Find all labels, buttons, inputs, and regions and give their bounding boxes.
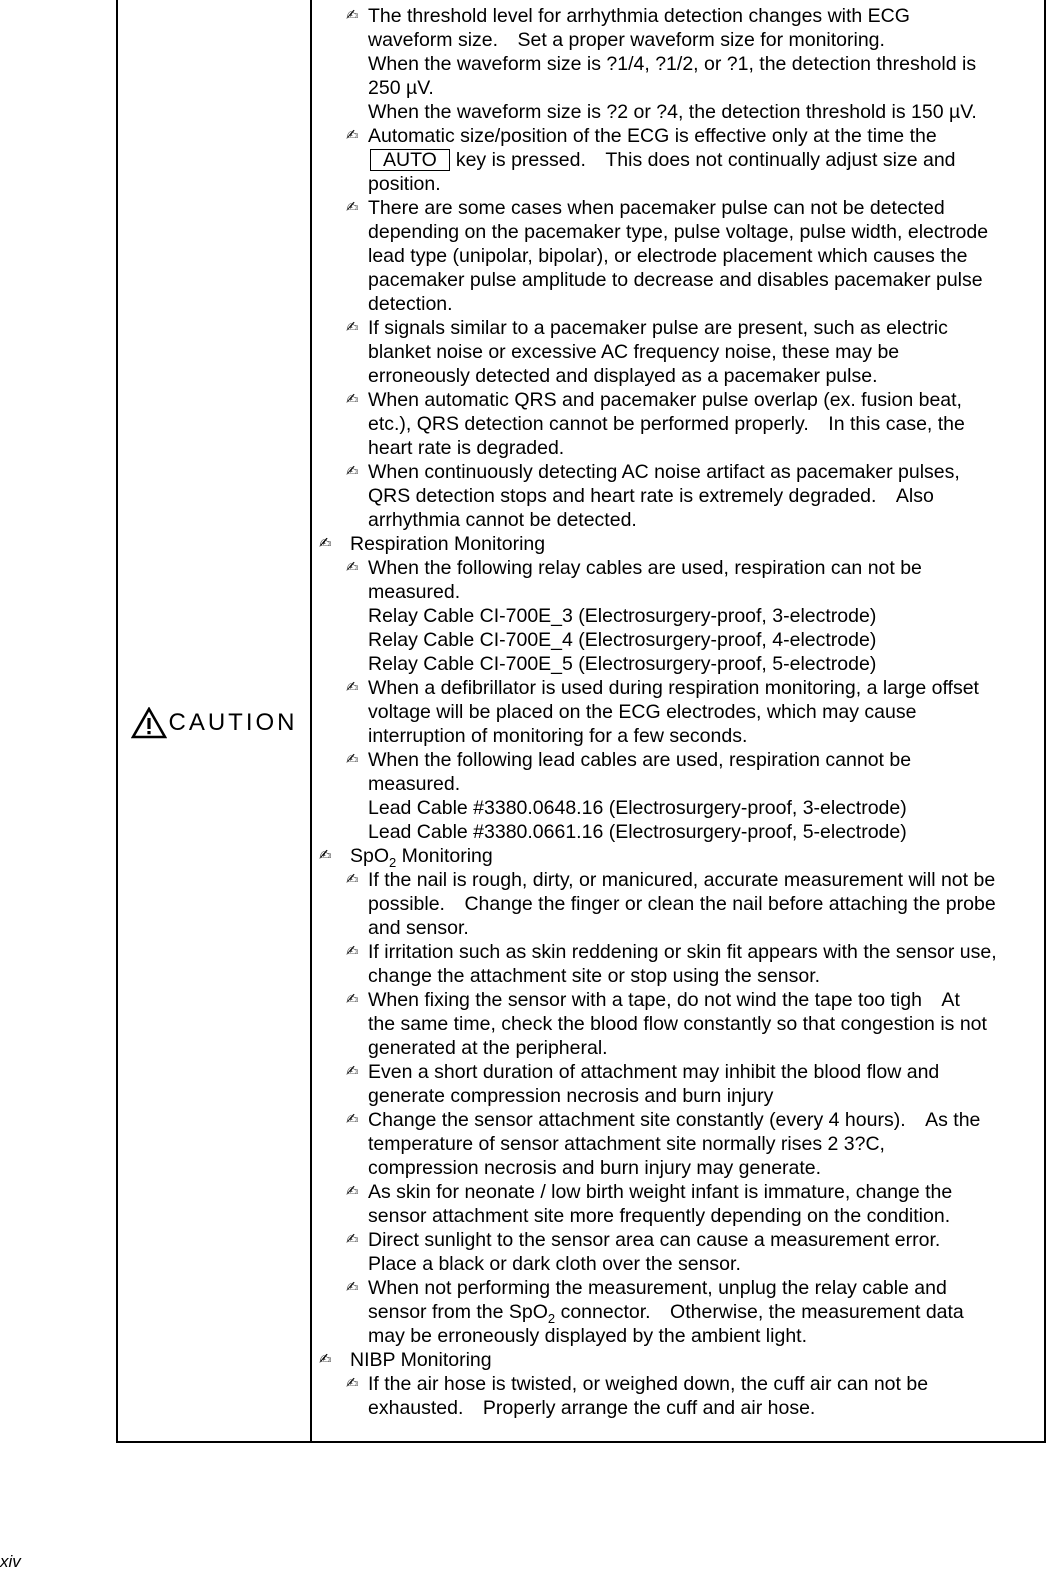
column-divider — [310, 0, 312, 1441]
pen-marker-icon: ✍ — [346, 319, 359, 336]
caution-item — [314, 556, 1040, 676]
item-line: When automatic QRS and pacemaker pulse overlap (ex. fusion beat, — [368, 389, 962, 411]
item-line: detection. — [368, 293, 453, 315]
pen-marker-icon: ✍ — [346, 7, 359, 24]
caution-item — [314, 1180, 1040, 1228]
caution-item — [314, 1372, 1040, 1420]
pen-marker-icon: ✍ — [346, 1279, 359, 1296]
nibp-heading — [314, 1348, 1040, 1372]
item-line: possible. Change the finger or clean the nail before attaching the probe — [368, 893, 996, 915]
item-line: 250 µV. — [368, 77, 434, 99]
pen-marker-icon: ✍ — [346, 679, 359, 696]
item-line: change the attachment site or stop using the sensor. — [368, 965, 821, 987]
pen-marker-icon: ✍ — [346, 1183, 359, 1200]
item-line: When not performing the measurement, unplug the relay cable and — [368, 1277, 947, 1299]
item-line: Relay Cable CI-700E_3 (Electrosurgery-proof, 3-electrode) — [368, 605, 877, 627]
subscript: 2 — [547, 1310, 556, 1326]
item-line: The threshold level for arrhythmia detection changes with ECG — [368, 5, 910, 27]
caution-item — [314, 1108, 1040, 1180]
caution-item — [314, 988, 1040, 1060]
item-line: If irritation such as skin reddening or skin fit appears with the sensor use, — [368, 941, 997, 963]
caution-cell — [118, 700, 310, 746]
nibp-heading-text: NIBP Monitoring — [350, 1349, 492, 1371]
item-line: erroneously detected and displayed as a pacemaker pulse. — [368, 365, 878, 387]
respiration-heading — [314, 532, 1040, 556]
item-line: Place a black or dark cloth over the sensor. — [368, 1253, 741, 1275]
item-line: generate compression necrosis and burn injury — [368, 1085, 774, 1107]
caution-label: CAUTION — [168, 709, 298, 736]
pen-marker-icon: ✍ — [346, 391, 359, 408]
item-line: When the waveform size is ?2 or ?4, the detection threshold is 150 µV. — [368, 101, 977, 123]
item-line: When the waveform size is ?1/4, ?1/2, or ?1, the detection threshold is — [368, 53, 977, 75]
item-line: As skin for neonate / low birth weight infant is immature, change the — [368, 1181, 953, 1203]
caution-item — [314, 1276, 1040, 1348]
caution-table — [116, 0, 1046, 1443]
item-line: Even a short duration of attachment may inhibit the blood flow and — [368, 1061, 940, 1083]
item-line — [368, 1300, 1040, 1324]
pen-marker-icon: ✍ — [346, 463, 359, 480]
item-line — [368, 148, 1040, 172]
item-line-part: connector. Otherwise, the measurement data — [555, 1301, 964, 1323]
item-line: Lead Cable #3380.0648.16 (Electrosurgery-proof, 3-electrode) — [368, 797, 907, 819]
caution-item — [314, 316, 1040, 388]
caution-item — [314, 868, 1040, 940]
item-line: may be erroneously displayed by the ambient light. — [368, 1325, 807, 1347]
item-line: If the air hose is twisted, or weighed down, the cuff air can not be — [368, 1373, 929, 1395]
pen-marker-icon: ✍ — [319, 847, 332, 864]
item-line: When the following lead cables are used, respiration cannot be — [368, 749, 912, 771]
item-line: Direct sunlight to the sensor area can cause a measurement error. — [368, 1229, 941, 1251]
pen-marker-icon: ✍ — [346, 559, 359, 576]
item-line: pacemaker pulse amplitude to decrease and disables pacemaker pulse — [368, 269, 983, 291]
item-line: When the following relay cables are used, respiration can not be — [368, 557, 922, 579]
item-line: blanket noise or excessive AC frequency noise, these may be — [368, 341, 900, 363]
caution-item — [314, 124, 1040, 196]
caution-item — [314, 196, 1040, 316]
spo2-heading-text: SpO$_2$ Monitoring — [350, 845, 493, 870]
pen-marker-icon: ✍ — [346, 1111, 359, 1128]
item-line: heart rate is degraded. — [368, 437, 565, 459]
item-line: etc.), QRS detection cannot be performed properly. In this case, the — [368, 413, 965, 435]
respiration-heading-text: Respiration Monitoring — [350, 533, 546, 555]
pen-marker-icon: ✍ — [346, 1375, 359, 1392]
caution-content — [314, 4, 1040, 1420]
nibp-section — [314, 1372, 1040, 1420]
caution-item — [314, 460, 1040, 532]
item-line: temperature of sensor attachment site normally rises 2 3?C, — [368, 1133, 885, 1155]
item-line-part: sensor from the SpO — [368, 1301, 548, 1323]
pen-marker-icon: ✍ — [319, 535, 332, 552]
item-line: the same time, check the blood flow constantly so that congestion is not — [368, 1013, 987, 1035]
item-line: Automatic size/position of the ECG is effective only at the time the — [368, 125, 937, 147]
item-line: If signals similar to a pacemaker pulse are present, such as electric — [368, 317, 948, 339]
caution-item — [314, 1060, 1040, 1108]
item-line: compression necrosis and burn injury may generate. — [368, 1157, 822, 1179]
item-line-rest: key is pressed. This does not continually adjust size and — [455, 149, 956, 171]
item-line: exhausted. Properly arrange the cuff and air hose. — [368, 1397, 816, 1419]
item-line: When a defibrillator is used during respiration monitoring, a large offset — [368, 677, 979, 699]
item-line: position. — [368, 173, 441, 195]
item-line: When fixing the sensor with a tape, do not wind the tape too tigh At — [368, 989, 960, 1011]
respiration-section — [314, 556, 1040, 844]
item-line: Lead Cable #3380.0661.16 (Electrosurgery-proof, 5-electrode) — [368, 821, 907, 843]
pen-marker-icon: ✍ — [346, 1231, 359, 1248]
caution-item — [314, 748, 1040, 844]
caution-item — [314, 676, 1040, 748]
item-line: depending on the pacemaker type, pulse voltage, pulse width, electrode — [368, 221, 989, 243]
caution-item — [314, 388, 1040, 460]
item-line: Relay Cable CI-700E_4 (Electrosurgery-proof, 4-electrode) — [368, 629, 877, 651]
item-line: generated at the peripheral. — [368, 1037, 608, 1059]
pen-marker-icon: ✍ — [346, 991, 359, 1008]
item-line: voltage will be placed on the ECG electrodes, which may cause — [368, 701, 917, 723]
auto-key-label: AUTO — [370, 149, 450, 171]
item-line: and sensor. — [368, 917, 469, 939]
caution-item — [314, 1228, 1040, 1276]
item-line: arrhythmia cannot be detected. — [368, 509, 637, 531]
item-line: waveform size. Set a proper waveform size for monitoring. — [368, 29, 885, 51]
pen-marker-icon: ✍ — [346, 871, 359, 888]
item-line: Change the sensor attachment site constantly (every 4 hours). As the — [368, 1109, 981, 1131]
page-number: xiv — [0, 1552, 21, 1571]
spo2-heading — [314, 844, 1040, 868]
item-line: interruption of monitoring for a few seconds. — [368, 725, 748, 747]
item-line: If the nail is rough, dirty, or manicured, accurate measurement will not be — [368, 869, 996, 891]
ecg-section — [314, 4, 1040, 532]
caution-item — [314, 4, 1040, 124]
item-line: When continuously detecting AC noise artifact as pacemaker pulses, — [368, 461, 960, 483]
pen-marker-icon: ✍ — [346, 1063, 359, 1080]
warning-triangle-icon — [131, 707, 167, 739]
item-line: sensor attachment site more frequently depending on the condition. — [368, 1205, 951, 1227]
pen-marker-icon: ✍ — [346, 127, 359, 144]
item-line: measured. — [368, 581, 461, 603]
pen-marker-icon: ✍ — [346, 199, 359, 216]
caution-item — [314, 940, 1040, 988]
spo2-section — [314, 868, 1040, 1348]
pen-marker-icon: ✍ — [319, 1351, 332, 1368]
item-line: QRS detection stops and heart rate is extremely degraded. Also — [368, 485, 934, 507]
item-line: Relay Cable CI-700E_5 (Electrosurgery-proof, 5-electrode) — [368, 653, 877, 675]
item-line: measured. — [368, 773, 461, 795]
pen-marker-icon: ✍ — [346, 943, 359, 960]
item-line: There are some cases when pacemaker pulse can not be detected — [368, 197, 945, 219]
item-line: lead type (unipolar, bipolar), or electrode placement which causes the — [368, 245, 968, 267]
pen-marker-icon: ✍ — [346, 751, 359, 768]
